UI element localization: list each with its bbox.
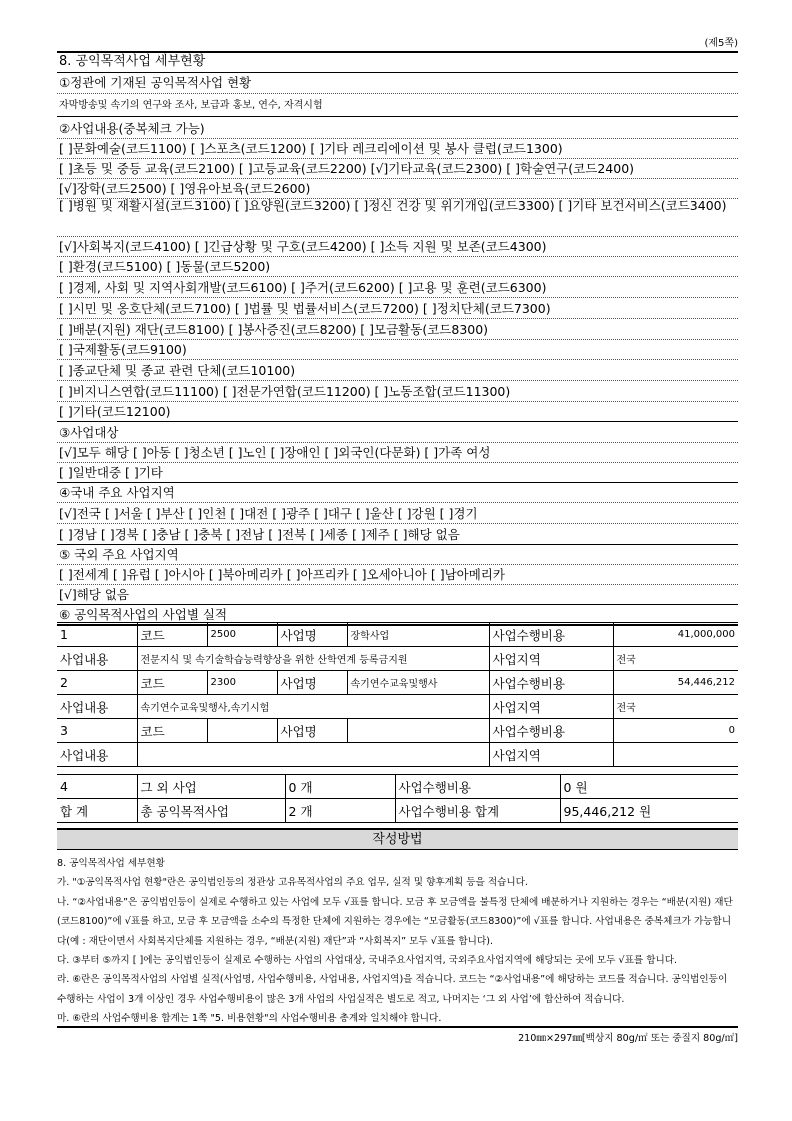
method-line: 다. ③부터 ⑤까지 [ ]에는 공익법인등이 실제로 수행하는 사업의 사업대상, 국내주요사업지역, 국외주요사업지역에 해당되는 곳에 모두 √표를 합니다. bbox=[57, 955, 678, 967]
s1-title: ①정관에 기재된 공익목적사업 현황 bbox=[57, 74, 738, 94]
project-no: 1 bbox=[57, 623, 137, 647]
method-text bbox=[57, 854, 738, 1029]
method-line: 가. "①공익목적사업 현황"란은 공익법인등의 정관상 고유목적사업의 주요 업무, 실적 및 향후계획 등을 적습니다. bbox=[57, 877, 528, 889]
s2-line: [ ]시민 및 옹호단체(코드7100) [ ]법률 및 법률서비스(코드7200) [ ]정치단체(코드7300) bbox=[57, 300, 738, 319]
s3-title: ③사업대상 bbox=[57, 424, 738, 443]
s5-line: [√]해당 없음 bbox=[57, 586, 738, 605]
s2-title: ②사업내용(중복체크 가능) bbox=[57, 120, 738, 139]
table-row bbox=[57, 647, 738, 671]
name-label: 사업명 bbox=[277, 719, 347, 743]
total-label: 합 계 bbox=[57, 799, 137, 823]
other-label: 그 외 사업 bbox=[137, 775, 285, 799]
project-code bbox=[207, 719, 277, 743]
page-number: (제5쪽) bbox=[704, 38, 738, 49]
project-cost: 54,446,212 bbox=[613, 671, 738, 695]
total-cost: 95,446,212 원 bbox=[560, 799, 738, 823]
name-label: 사업명 bbox=[277, 623, 347, 647]
table-row bbox=[57, 623, 738, 647]
project-name: 속기연수교육및행사 bbox=[347, 671, 489, 695]
s2-line: [√]사회복지(코드4100) [ ]긴급상황 및 구호(코드4200) [ ]소득 지원 및 보존(코드4300) bbox=[57, 238, 738, 257]
summary-table bbox=[57, 774, 738, 823]
project-region: 전국 bbox=[613, 695, 738, 719]
s2-line: [ ]국제활동(코드9100) bbox=[57, 341, 738, 360]
project-cost: 41,000,000 bbox=[613, 623, 738, 647]
s5-line: [ ]전세계 [ ]유럽 [ ]아시아 [ ]북아메리카 [ ]아프리카 [ ]오세아니아 [ ]남아메리카 bbox=[57, 566, 738, 585]
s2-line: [ ]비지니스연합(코드11100) [ ]전문가연합(코드11200) [ ]노동조합(코드11300) bbox=[57, 383, 738, 402]
s1-content: 자막방송및 속기의 연구와 조사, 보급과 홍보, 연수, 자격시험 bbox=[57, 95, 738, 117]
cost-label: 사업수행비용 bbox=[489, 671, 613, 695]
s2-line: [ ]경제, 사회 및 지역사회개발(코드6100) [ ]주거(코드6200) [ ]고용 및 훈련(코드6300) bbox=[57, 279, 738, 298]
other-no: 4 bbox=[57, 775, 137, 799]
region-label: 사업지역 bbox=[489, 695, 613, 719]
total-count: 2 개 bbox=[285, 799, 395, 823]
table-row bbox=[57, 799, 738, 823]
content-label: 사업내용 bbox=[57, 695, 137, 719]
method-line: 라. ⑥란은 공익목적사업의 사업별 실적(사업명, 사업수행비용, 사업내용, 사업지역)을 적습니다. 코드는 “②사업내용”에 해당하는 코드를 적습니다. 공익법인등이 수행하는 사업이 3개 이상인 경우 사업수행비용이 많은 3개 사업의 사업실적은 별도로 적고, 나머지는 ‘그 외 사업’에 합산하여 적습니다. bbox=[57, 974, 728, 1005]
s2-line: [ ]기타(코드12100) bbox=[57, 403, 738, 422]
method-line: 나. “②사업내용”은 공익법인등이 실제로 수행하고 있는 사업에 모두 √표를 합니다. 모금 후 모금액을 불특정 단체에 배분하거나 지원하는 경우는 “배분(지원) 재단(코드8100)”에 √표를 하고, 모금 후 모금액을 소수의 특정한 단체에 지원하는 경우에는 “모금활동(코드8300)”에 √표를 합니다. 사업내용은 중복체크가 가능합니다(예 : 재단이면서 사회복지단체를 지원하는 경우, “배분(지원) 재단”과 “사회복지” 모두 √표를 합니다). bbox=[57, 896, 733, 947]
s2-line: [ ]환경(코드5100) [ ]동물(코드5200) bbox=[57, 258, 738, 277]
content-label: 사업내용 bbox=[57, 647, 137, 671]
paper-spec: 210㎜×297㎜[백상지 80g/㎡ 또는 중질지 80g/㎡] bbox=[57, 1026, 738, 1044]
region-label: 사업지역 bbox=[489, 647, 613, 671]
name-label: 사업명 bbox=[277, 671, 347, 695]
code-label: 코드 bbox=[137, 671, 207, 695]
s6-title: ⑥ 공익목적사업의 사업별 실적 bbox=[57, 606, 738, 626]
method-line: 마. ⑥란의 사업수행비용 합계는 1쪽 "5. 비용현황"의 사업수행비용 총계와 일치해야 합니다. bbox=[57, 1013, 442, 1025]
project-content bbox=[137, 743, 489, 767]
project-name: 장학사업 bbox=[347, 623, 489, 647]
project-content: 전문지식 및 속기술학습능력향상을 위한 산학연계 등록금지원 bbox=[137, 647, 489, 671]
other-count: 0 개 bbox=[285, 775, 395, 799]
s2-line: [ ]문화예술(코드1100) [ ]스포츠(코드1200) [ ]기타 레크리에이션 및 봉사 클럽(코드1300) bbox=[57, 140, 738, 159]
s2-line: [ ]초등 및 중등 교육(코드2100) [ ]고등교육(코드2200) [√]기타교육(코드2300) [ ]학술연구(코드2400) bbox=[57, 160, 738, 179]
content-label: 사업내용 bbox=[57, 743, 137, 767]
table-row bbox=[57, 775, 738, 799]
code-label: 코드 bbox=[137, 719, 207, 743]
section-title: 8. 공익목적사업 세부현황 bbox=[57, 53, 738, 73]
s2-line: [ ]병원 및 재활시설(코드3100) [ ]요양원(코드3200) [ ]정신 건강 및 위기개입(코드3300) [ ]기타 보건서비스(코드3400) bbox=[57, 196, 738, 237]
table-row bbox=[57, 743, 738, 767]
total-item-label: 총 공익목적사업 bbox=[137, 799, 285, 823]
project-no: 2 bbox=[57, 671, 137, 695]
s4-line: [√]전국 [ ]서울 [ ]부산 [ ]인천 [ ]대전 [ ]광주 [ ]대구 [ ]울산 [ ]강원 [ ]경기 bbox=[57, 505, 738, 524]
method-line: 8. 공익목적사업 세부현황 bbox=[57, 858, 165, 869]
project-code: 2300 bbox=[207, 671, 277, 695]
other-cost: 0 원 bbox=[560, 775, 738, 799]
s2-line: [ ]종교단체 및 종교 관련 단체(코드10100) bbox=[57, 362, 738, 381]
s3-line: [√]모두 해당 [ ]아동 [ ]청소년 [ ]노인 [ ]장애인 [ ]외국인(다문화) [ ]가족 여성 bbox=[57, 444, 738, 463]
s4-title: ④국내 주요 사업지역 bbox=[57, 484, 738, 503]
s4-line: [ ]경남 [ ]경북 [ ]충남 [ ]충북 [ ]전남 [ ]전북 [ ]세종 [ ]제주 [ ]해당 없음 bbox=[57, 526, 738, 545]
total-cost-label: 사업수행비용 합계 bbox=[395, 799, 560, 823]
s5-title: ⑤ 국외 주요 사업지역 bbox=[57, 546, 738, 565]
project-name bbox=[347, 719, 489, 743]
table-row bbox=[57, 719, 738, 743]
project-region bbox=[613, 743, 738, 767]
code-label: 코드 bbox=[137, 623, 207, 647]
project-cost: 0 bbox=[613, 719, 738, 743]
project-code: 2500 bbox=[207, 623, 277, 647]
project-no: 3 bbox=[57, 719, 137, 743]
project-region: 전국 bbox=[613, 647, 738, 671]
s2-line: [√]장학(코드2500) [ ]영유아보육(코드2600) bbox=[57, 180, 738, 199]
s2-line: [ ]배분(지원) 재단(코드8100) [ ]봉사증진(코드8200) [ ]모금활동(코드8300) bbox=[57, 321, 738, 340]
table-row bbox=[57, 671, 738, 695]
cost-label: 사업수행비용 bbox=[489, 623, 613, 647]
cost-label: 사업수행비용 bbox=[489, 719, 613, 743]
method-title: 작성방법 bbox=[57, 828, 738, 850]
other-cost-label: 사업수행비용 bbox=[395, 775, 560, 799]
project-content: 속기연수교육및행사,속기시험 bbox=[137, 695, 489, 719]
performance-table bbox=[57, 622, 738, 767]
s3-line: [ ]일반대중 [ ]기타 bbox=[57, 464, 738, 483]
table-row bbox=[57, 695, 738, 719]
region-label: 사업지역 bbox=[489, 743, 613, 767]
